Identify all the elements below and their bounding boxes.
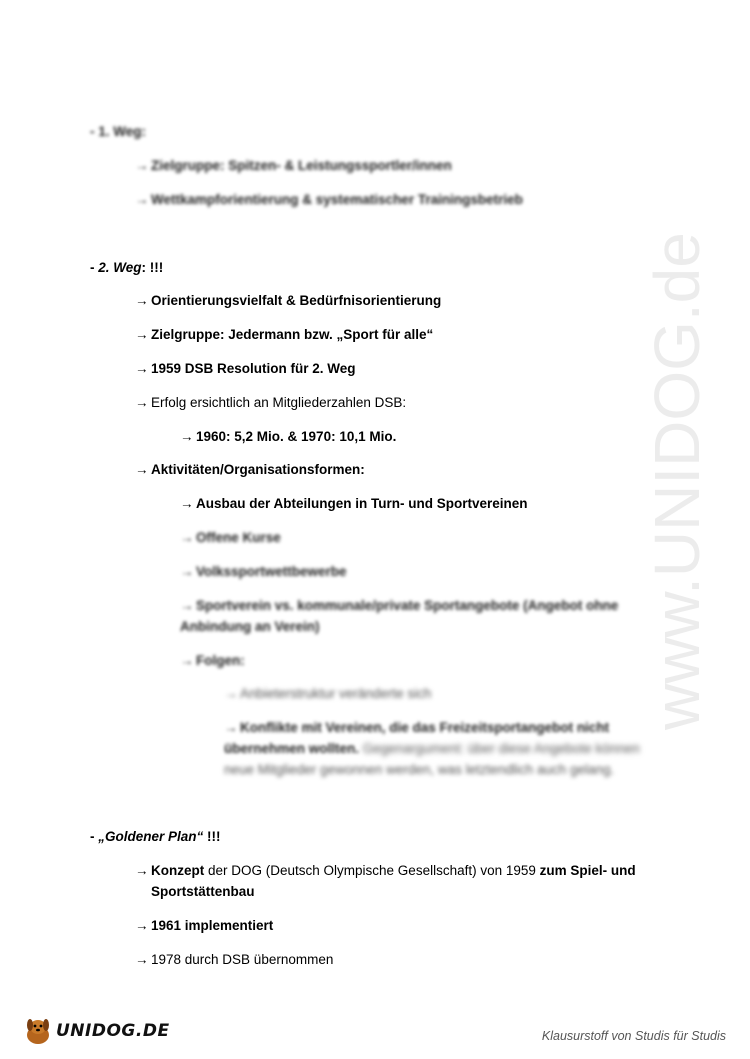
weg2-item: → Aktivitäten/Organisationsformen:: [135, 460, 365, 480]
arrow-icon: →: [180, 496, 194, 511]
arrow-icon: →: [135, 462, 149, 477]
weg2-subitem: → Ausbau der Abteilungen in Turn- und Sportvereinen: [180, 494, 528, 514]
arrow-icon: →: [135, 327, 149, 342]
watermark: www.UNIDOG.de: [641, 232, 713, 730]
footer-tagline: Klausurstoff von Studis für Studis: [541, 1029, 726, 1043]
arrow-icon: →: [135, 863, 149, 878]
weg2-subitem: → Offene Kurse: [180, 528, 281, 548]
arrow-icon: →: [135, 192, 149, 207]
weg2-item: → Orientierungsvielfalt & Bedürfnisorientierung: [135, 291, 441, 311]
weg2-subsubitem: → Anbieterstruktur veränderte sich: [224, 684, 431, 704]
plan-item: → 1961 implementiert: [135, 916, 273, 936]
weg2-subsubitem: → Konflikte mit Vereinen, die das Freizeitsportangebot nicht: [224, 718, 609, 738]
weg2-subitem: → Folgen:: [180, 651, 245, 671]
arrow-icon: →: [180, 530, 194, 545]
plan-heading: - „Goldener Plan“ !!!: [90, 829, 221, 844]
plan-item: → Konzept der DOG (Deutsch Olympische Gesellschaft) von 1959 zum Spiel- und: [135, 861, 636, 881]
arrow-icon: →: [135, 952, 149, 967]
unidog-logo[interactable]: [22, 1013, 170, 1049]
weg2-item: → Erfolg ersichtlich an Mitgliederzahlen DSB:: [135, 393, 406, 413]
arrow-icon: →: [135, 361, 149, 376]
weg2-heading: - 2. Weg: !!!: [90, 260, 164, 275]
weg2-subitem-cont: Anbindung an Verein): [180, 619, 320, 634]
arrow-icon: →: [224, 686, 238, 701]
weg2-subitem: → 1960: 5,2 Mio. & 1970: 10,1 Mio.: [180, 427, 396, 447]
weg2-subitem: → Volkssportwettbewerbe: [180, 562, 347, 582]
arrow-icon: →: [135, 918, 149, 933]
plan-item-cont: Sportstättenbau: [151, 884, 255, 899]
dog-icon: [22, 1015, 54, 1047]
weg2-item: → 1959 DSB Resolution für 2. Weg: [135, 359, 356, 379]
plan-item: → 1978 durch DSB übernommen: [135, 950, 333, 970]
weg2-subitem: → Sportverein vs. kommunale/private Sportangebote (Angebot ohne: [180, 596, 618, 616]
weg2-subsubitem-cont: übernehmen wollten. Gegenargument: über diese Angebote können: [224, 741, 640, 756]
weg2-item: → Zielgruppe: Jedermann bzw. „Sport für alle“: [135, 325, 433, 345]
arrow-icon: →: [180, 564, 194, 579]
arrow-icon: →: [135, 158, 149, 173]
arrow-icon: →: [224, 720, 238, 735]
arrow-icon: →: [135, 395, 149, 410]
weg1-item: → Wettkampforientierung & systematischer Trainingsbetrieb: [135, 190, 523, 210]
weg2-subsubitem-cont: neue Mitglieder gewonnen werden, was letztendlich auch gelang.: [224, 762, 615, 777]
weg1-item: → Zielgruppe: Spitzen- & Leistungssportler/innen: [135, 156, 452, 176]
arrow-icon: →: [180, 598, 194, 613]
arrow-icon: →: [180, 429, 194, 444]
arrow-icon: →: [180, 653, 194, 668]
logo-text: UNIDOG.DE: [56, 1021, 170, 1041]
arrow-icon: →: [135, 293, 149, 308]
weg1-heading: - 1. Weg:: [90, 124, 147, 139]
